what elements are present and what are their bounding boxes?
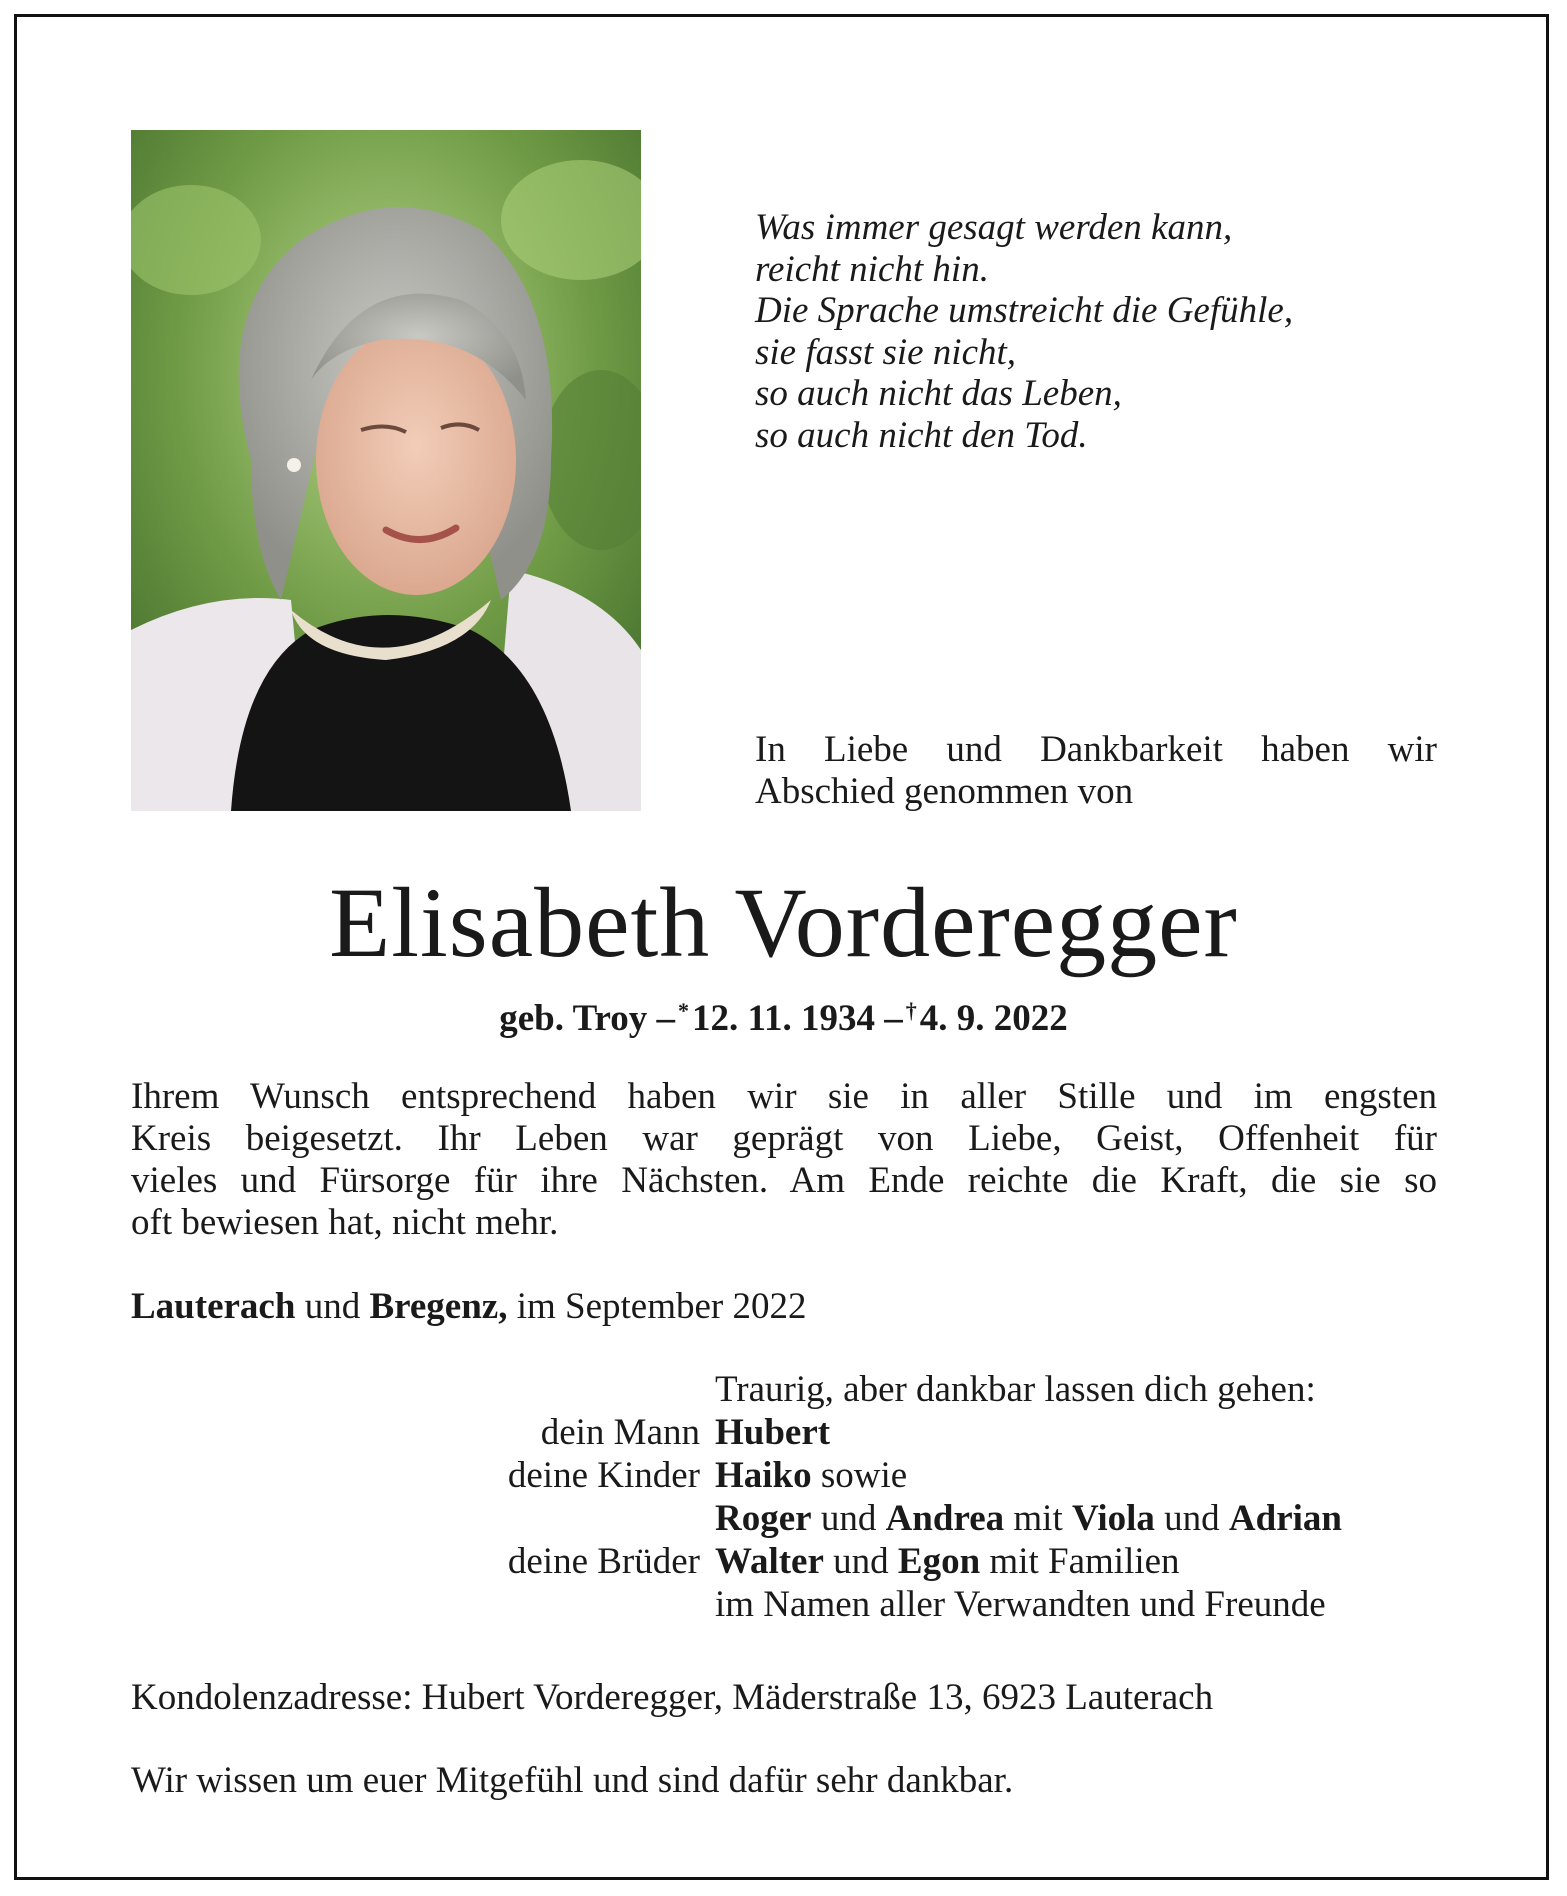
- body-line: oft bewiesen hat, nicht mehr.: [131, 1202, 559, 1243]
- and-text: und: [295, 1286, 370, 1327]
- birth-date: 12. 11. 1934: [692, 998, 875, 1039]
- brother-name: Walter: [715, 1541, 824, 1582]
- connector-text: mit Familien: [980, 1541, 1180, 1582]
- intro-line: In Liebe und Dankbarkeit haben wir: [755, 729, 1437, 770]
- mourners-list: [0, 1368, 1567, 1626]
- maiden-name: geb. Troy: [499, 998, 648, 1039]
- portrait-photo: [131, 130, 641, 811]
- connector-text: sowie: [811, 1455, 908, 1496]
- husband-label: dein Mann: [540, 1412, 700, 1453]
- separator: –: [656, 998, 676, 1039]
- children-label: deine Kinder: [507, 1455, 700, 1496]
- connector-text: und: [1154, 1498, 1229, 1539]
- poem-line: Die Sprache umstreicht die Gefühle,: [755, 290, 1294, 331]
- grandchild-name: Adrian: [1228, 1498, 1342, 1539]
- intro-text: [755, 729, 1437, 813]
- birth-symbol: *: [678, 998, 690, 1023]
- condolence-address: Kondolenzadresse: Hubert Vorderegger, Mäderstraße 13, 6923 Lauterach: [131, 1677, 1214, 1718]
- grandchild-name: Viola: [1071, 1498, 1155, 1539]
- closing-line: Wir wissen um euer Mitgefühl und sind dafür sehr dankbar.: [131, 1760, 1014, 1801]
- death-date: 4. 9. 2022: [919, 998, 1068, 1039]
- brother-name: Egon: [897, 1541, 981, 1582]
- body-line: vieles und Fürsorge für ihre Nächsten. Am Ende reichte die Kraft, die sie so: [131, 1160, 1437, 1201]
- husband-name: Hubert: [715, 1412, 831, 1453]
- relatives-line: im Namen aller Verwandten und Freunde: [715, 1584, 1326, 1625]
- poem-line: sie fasst sie nicht,: [755, 331, 1017, 373]
- poem: [755, 207, 1455, 456]
- mourners-heading: Traurig, aber dankbar lassen dich gehen:: [715, 1369, 1316, 1410]
- poem-line: so auch nicht das Leben,: [755, 373, 1122, 414]
- poem-line: so auch nicht den Tod.: [755, 414, 1088, 456]
- child-name: Haiko: [715, 1455, 812, 1496]
- connector-text: und: [811, 1498, 886, 1539]
- partner-name: Andrea: [885, 1498, 1005, 1539]
- body-line: Ihrem Wunsch entsprechend haben wir sie in aller Stille und im engsten: [131, 1076, 1437, 1117]
- poem-line: reicht nicht hin.: [755, 248, 989, 290]
- child-name: Roger: [715, 1498, 812, 1539]
- body-line: Kreis beigesetzt. Ihr Leben war geprägt von Liebe, Geist, Offenheit für: [131, 1118, 1437, 1159]
- deceased-name: Elisabeth Vorderegger: [329, 867, 1238, 978]
- town-1: Lauterach: [131, 1286, 296, 1327]
- town-2: Bregenz,: [369, 1286, 508, 1327]
- poem-line: Was immer gesagt werden kann,: [755, 207, 1233, 248]
- connector-text: mit: [1004, 1498, 1072, 1539]
- connector-text: und: [823, 1541, 898, 1582]
- month-year: im September 2022: [507, 1286, 807, 1327]
- body-paragraph: [131, 1076, 1437, 1244]
- death-symbol: †: [905, 998, 917, 1023]
- intro-line: Abschied genommen von: [755, 771, 1134, 812]
- separator: –: [884, 998, 903, 1039]
- brothers-label: deine Brüder: [507, 1541, 700, 1582]
- life-dates: [0, 997, 1567, 1040]
- place-date: [131, 1285, 807, 1328]
